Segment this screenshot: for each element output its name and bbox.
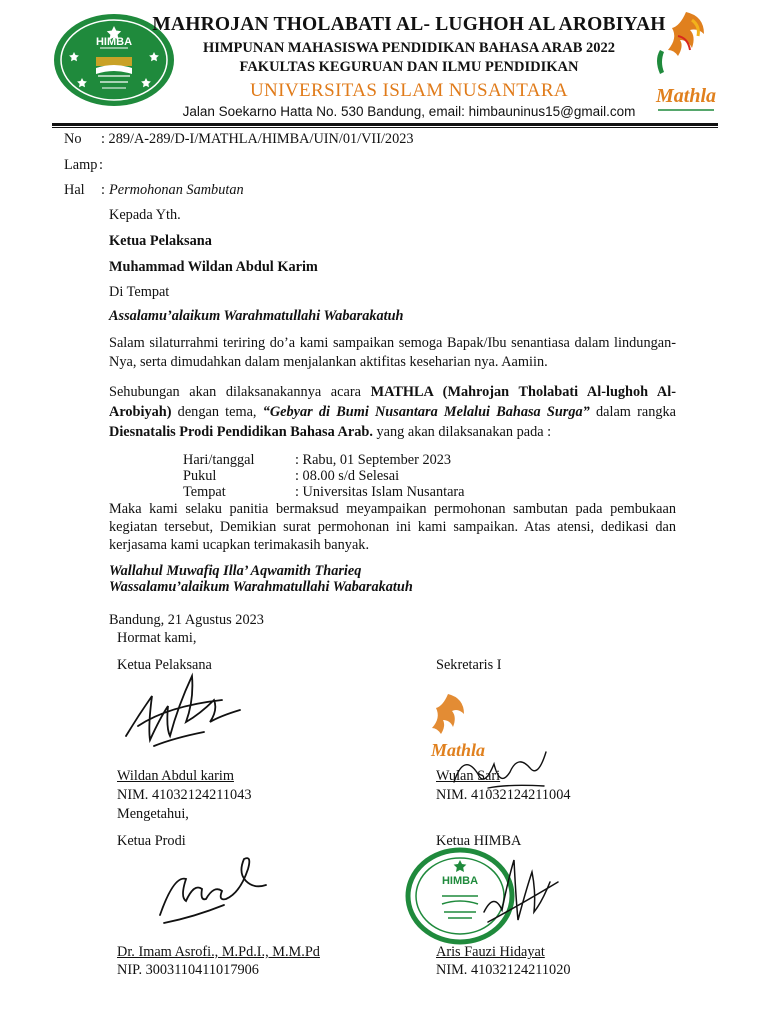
p2-text-e: dalam rangka [589, 404, 676, 420]
p2-occasion: Diesnatalis Prodi Pendidikan Bahasa Arab. [109, 424, 373, 440]
header-divider-thick [52, 123, 718, 126]
header-divider-thin [52, 127, 718, 128]
sig1-role: Ketua Pelaksana [117, 657, 212, 673]
mathla-stamp-text: Mathla [430, 740, 486, 760]
org-address: Jalan Soekarno Hatta No. 530 Bandung, email: himbauninus15@gmail.com [182, 104, 636, 119]
regards: Hormat kami, [117, 630, 197, 646]
event-label-date: Hari/tanggal [183, 452, 255, 468]
paragraph-1: Salam silaturrahmi teriring do’a kami sampaikan semoga Bapak/Ibu senantiasa dalam lindungan-Nya, serta dimudahkan dalam menjalankan aktifitas keseharian nya. Aamiin. [109, 335, 676, 370]
recipient-place: Di Tempat [109, 284, 170, 300]
no-label: No [64, 131, 82, 147]
org-title: MAHROJAN THOLABATI AL- LUGHOH AL AROBIYAH [152, 14, 666, 35]
recipient-greeting: Kepada Yth. [109, 207, 181, 223]
sig3-name: Dr. Imam Asrofi., M.Pd.I., M.M.Pd [117, 944, 320, 960]
p2-text-c: dengan tema, [171, 404, 263, 420]
sig1-id: NIM. 41032124211043 [117, 787, 252, 803]
p2-text-g: yang akan dilaksanakan pada : [372, 424, 552, 440]
recipient-role: Ketua Pelaksana [109, 233, 212, 249]
closing-2: Wassalamu’alaikum Warahmatullahi Wabarakatuh [109, 579, 413, 595]
event-label-time: Pukul [183, 468, 217, 484]
p2-text-a: Sehubungan akan dilaksanakannya acara [109, 384, 371, 400]
p2-theme: “Gebyar di Bumi Nusantara Melalui Bahasa Surga” [262, 404, 590, 420]
sig4-id: NIM. 41032124211020 [436, 962, 571, 978]
hal-colon: : [101, 182, 105, 198]
recipient-name: Muhammad Wildan Abdul Karim [109, 259, 318, 275]
himba-logo-text: HIMBA [95, 36, 133, 48]
signature-ketua-prodi [150, 845, 270, 935]
sig1-name: Wildan Abdul karim [117, 768, 234, 784]
mengetahui: Mengetahui, [117, 806, 189, 822]
no-value: : 289/A-289/D-I/MATHLA/HIMBA/UIN/01/VII/2023 [101, 131, 414, 147]
faculty-name: FAKULTAS KEGURUAN DAN ILMU PENDIDIKAN [239, 59, 579, 75]
org-subtitle: HIMPUNAN MAHASISWA PENDIDIKAN BAHASA ARAB 2022 [202, 40, 616, 56]
sig2-role: Sekretaris I [436, 657, 502, 673]
lamp-colon: : [99, 157, 103, 173]
mathla-logo [638, 6, 728, 118]
signature-ketua-himba [478, 852, 568, 942]
event-value-time: : 08.00 s/d Selesai [295, 468, 400, 484]
sig3-role: Ketua Prodi [117, 833, 186, 849]
event-label-place: Tempat [183, 484, 226, 500]
event-value-date: : Rabu, 01 September 2023 [295, 452, 452, 468]
hal-label: Hal [64, 182, 85, 198]
sig2-id: NIM. 41032124211004 [436, 787, 571, 803]
paragraph-3: Maka kami selaku panitia bermaksud meyampaikan permohonan sambutan pada pembukaan kegiatan tersebut, Demikian surat permohonan ini kami sampaikan. Atas atensi, dedikasi dan kerjasama kami ucapkan terimakasih banyak. [109, 501, 676, 553]
himba-stamp-text: HIMBA [441, 875, 479, 887]
place-date: Bandung, 21 Agustus 2023 [109, 612, 264, 628]
paragraph-2 [109, 382, 676, 442]
university-name: UNIVERSITAS ISLAM NUSANTARA [249, 80, 569, 101]
closing-1: Wallahul Muwafiq Illa’ Aqwamith Tharieq [109, 563, 362, 579]
sig4-role: Ketua HIMBA [436, 833, 522, 849]
lamp-label: Lamp [64, 157, 98, 173]
event-value-place: : Universitas Islam Nusantara [295, 484, 465, 500]
signature-ketua-pelaksana [118, 666, 248, 766]
sig2-name: Wulan Sari [436, 768, 501, 784]
mathla-logo-text: Mathla [655, 85, 717, 107]
p2-event-name: MATHLA (Mahrojan Tholabati Al-lughoh Al-Arobiyah) [109, 384, 676, 420]
sig3-id: NIP. 3003110411017906 [117, 962, 259, 978]
opening-salam: Assalamu’alaikum Warahmatullahi Wabarakatuh [109, 308, 404, 324]
hal-value: Permohonan Sambutan [109, 182, 244, 198]
sig4-name: Aris Fauzi Hidayat [436, 944, 545, 960]
